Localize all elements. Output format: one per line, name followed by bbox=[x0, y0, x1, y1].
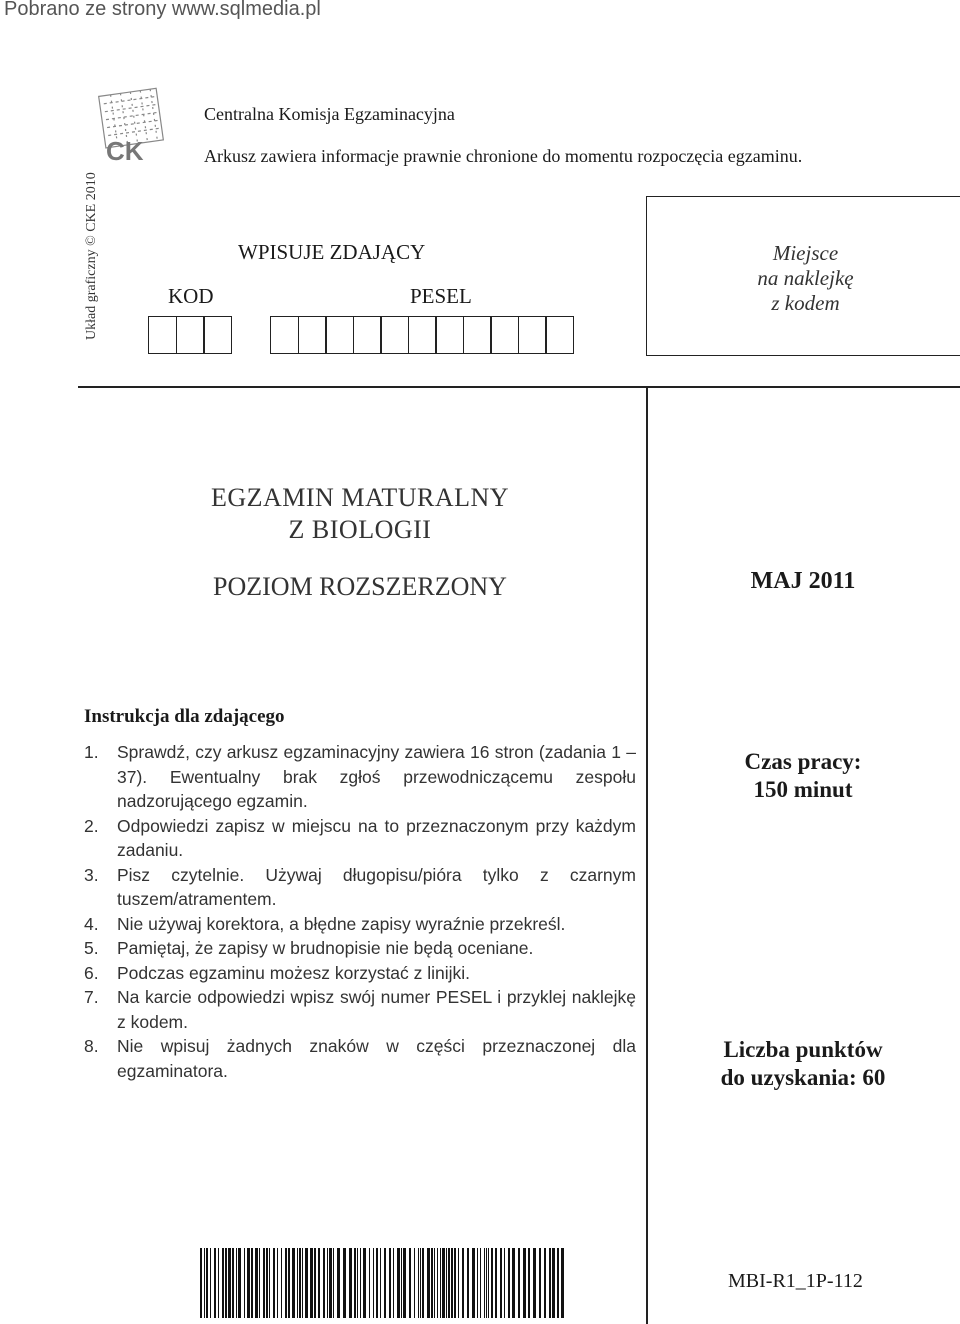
barcode-bar bbox=[238, 1248, 241, 1318]
barcode-bar bbox=[247, 1248, 250, 1318]
sticker-text bbox=[647, 241, 960, 316]
barcode-bar bbox=[518, 1248, 520, 1318]
barcode-bar bbox=[288, 1248, 290, 1318]
exam-title bbox=[190, 482, 530, 546]
barcode-bar bbox=[523, 1248, 526, 1318]
barcode-bar bbox=[420, 1248, 421, 1318]
instruction-item: 3. Pisz czytelnie. Używaj długopisu/pióra tylko z czarnym tuszem/atramentem. bbox=[84, 864, 636, 909]
cke-logo bbox=[96, 86, 168, 166]
barcode-bar bbox=[232, 1248, 234, 1318]
barcode-bar bbox=[454, 1248, 456, 1318]
barcode-bar bbox=[403, 1248, 406, 1318]
barcode-bar bbox=[422, 1248, 424, 1318]
barcode-bar bbox=[446, 1248, 447, 1318]
barcode-bar bbox=[539, 1248, 541, 1318]
barcode-bar bbox=[277, 1248, 278, 1318]
barcode-bar bbox=[472, 1248, 475, 1318]
barcode-bar bbox=[360, 1248, 361, 1318]
pesel-box[interactable] bbox=[325, 316, 354, 354]
sticker-line-3: z kodem bbox=[771, 291, 840, 315]
barcode-bar bbox=[200, 1248, 202, 1318]
sticker-line-2: na naklejkę bbox=[757, 266, 854, 290]
barcode-bar bbox=[236, 1248, 237, 1318]
pesel-box[interactable] bbox=[408, 316, 437, 354]
barcode-bar bbox=[244, 1248, 245, 1318]
barcode-bar bbox=[292, 1248, 295, 1318]
barcode-bar bbox=[384, 1248, 386, 1318]
barcode-bar bbox=[393, 1248, 394, 1318]
barcode-bar bbox=[557, 1248, 559, 1318]
barcode-bar bbox=[549, 1248, 551, 1318]
barcode-bar bbox=[269, 1248, 270, 1318]
kod-box[interactable] bbox=[176, 316, 205, 354]
kod-boxes[interactable] bbox=[148, 316, 231, 354]
barcode-bar bbox=[228, 1248, 231, 1318]
instruction-item: 6. Podczas egzaminu możesz korzystać z linijki. bbox=[84, 962, 471, 983]
barcode-bar bbox=[427, 1248, 430, 1318]
max-points bbox=[646, 1036, 960, 1092]
source-url: Pobrano ze strony www.sqlmedia.pl bbox=[4, 0, 321, 20]
pesel-box[interactable] bbox=[380, 316, 409, 354]
barcode-bar bbox=[508, 1248, 510, 1318]
barcode bbox=[200, 1248, 568, 1318]
barcode-bar bbox=[442, 1248, 445, 1318]
pesel-boxes[interactable] bbox=[270, 316, 573, 354]
barcode-bar bbox=[440, 1248, 441, 1318]
barcode-bar bbox=[323, 1248, 325, 1318]
barcode-bar bbox=[305, 1248, 308, 1318]
exam-session: MAJ 2011 bbox=[750, 568, 856, 594]
barcode-bar bbox=[354, 1248, 356, 1318]
barcode-bar bbox=[409, 1248, 411, 1318]
working-time-value: 150 minut bbox=[753, 777, 853, 802]
instructions-list bbox=[84, 740, 636, 1083]
instruction-item: 8. Nie wpisuj żadnych znaków w części przeznaczonej dla egzaminatora. bbox=[84, 1036, 636, 1081]
horizontal-divider bbox=[78, 386, 960, 388]
barcode-bar bbox=[263, 1248, 265, 1318]
barcode-bar bbox=[349, 1248, 352, 1318]
barcode-bar bbox=[401, 1248, 402, 1318]
exam-title-line-1: EGZAMIN MATURALNY bbox=[210, 483, 510, 512]
working-time bbox=[646, 748, 960, 804]
barcode-bar bbox=[484, 1248, 485, 1318]
barcode-bar bbox=[273, 1248, 275, 1318]
barcode-bar bbox=[431, 1248, 433, 1318]
barcode-bar bbox=[218, 1248, 219, 1318]
instructions-heading: Instrukcja dla zdającego bbox=[84, 706, 285, 727]
exam-title-line-2: Z BIOLOGII bbox=[288, 515, 432, 544]
barcode-bar bbox=[357, 1248, 358, 1318]
barcode-bar bbox=[285, 1248, 287, 1318]
barcode-bar bbox=[451, 1248, 453, 1318]
barcode-bar bbox=[486, 1248, 487, 1318]
vertical-divider bbox=[646, 386, 648, 1324]
max-points-label: Liczba punktów bbox=[723, 1037, 883, 1062]
barcode-bar bbox=[299, 1248, 301, 1318]
organization-name: Centralna Komisja Egzaminacyjna bbox=[204, 104, 455, 124]
barcode-bar bbox=[495, 1248, 497, 1318]
pesel-box[interactable] bbox=[518, 316, 547, 354]
barcode-bar bbox=[414, 1248, 415, 1318]
barcode-bar bbox=[204, 1248, 205, 1318]
barcode-bar bbox=[314, 1248, 316, 1318]
svg-text:CK: CK bbox=[106, 136, 144, 166]
barcode-bar bbox=[552, 1248, 555, 1318]
barcode-bar bbox=[266, 1248, 268, 1318]
pesel-box[interactable] bbox=[353, 316, 382, 354]
barcode-bar bbox=[491, 1248, 493, 1318]
barcode-bar bbox=[434, 1248, 435, 1318]
barcode-bar bbox=[504, 1248, 505, 1318]
barcode-bar bbox=[310, 1248, 313, 1318]
pesel-box[interactable] bbox=[435, 316, 464, 354]
barcode-bar bbox=[462, 1248, 464, 1318]
barcode-bar bbox=[437, 1248, 438, 1318]
instruction-item: 7. Na karcie odpowiedzi wpisz swój numer PESEL i przyklej naklejkę z kodem. bbox=[84, 987, 636, 1032]
barcode-bar bbox=[255, 1248, 258, 1318]
barcode-bar bbox=[225, 1248, 227, 1318]
instruction-item: 5. Pamiętaj, że zapisy w brudnopisie nie będą oceniane. bbox=[84, 938, 534, 958]
barcode-bar bbox=[302, 1248, 303, 1318]
barcode-bar bbox=[376, 1248, 378, 1318]
barcode-bar bbox=[480, 1248, 481, 1318]
barcode-bar bbox=[343, 1248, 346, 1318]
barcode-bar bbox=[467, 1248, 469, 1318]
working-time-label: Czas pracy: bbox=[744, 749, 862, 774]
barcode-bar bbox=[206, 1248, 208, 1318]
barcode-bar bbox=[500, 1248, 502, 1318]
barcode-bar bbox=[333, 1248, 334, 1318]
exam-level: POZIOM ROZSZERZONY bbox=[213, 572, 507, 601]
barcode-bar bbox=[533, 1248, 536, 1318]
sticker-place bbox=[646, 196, 960, 356]
pesel-box[interactable] bbox=[270, 316, 299, 354]
barcode-bar bbox=[544, 1248, 546, 1318]
barcode-bar bbox=[318, 1248, 320, 1318]
confidentiality-note: Arkusz zawiera informacje prawnie chronione do momentu rozpoczęcia egzaminu. bbox=[204, 146, 803, 166]
barcode-bar bbox=[210, 1248, 211, 1318]
instruction-item: 1. Sprawdź, czy arkusz egzaminacyjny zawiera 16 stron (zadania 1 – 37). Ewentualny brak zgłoś przewodniczącemu zespołu nadzorującego egzamin. bbox=[84, 742, 636, 811]
barcode-bar bbox=[337, 1248, 340, 1318]
barcode-bar bbox=[561, 1248, 564, 1318]
barcode-bar bbox=[488, 1248, 489, 1318]
pesel-box[interactable] bbox=[298, 316, 327, 354]
barcode-bar bbox=[418, 1248, 419, 1318]
pesel-box[interactable] bbox=[545, 316, 574, 354]
barcode-bar bbox=[397, 1248, 400, 1318]
pesel-box[interactable] bbox=[490, 316, 519, 354]
identification-title: WPISUJE ZDAJĄCY bbox=[238, 240, 426, 264]
barcode-bar bbox=[222, 1248, 224, 1318]
barcode-bar bbox=[297, 1248, 298, 1318]
barcode-bar bbox=[214, 1248, 216, 1318]
barcode-bar bbox=[512, 1248, 515, 1318]
kod-box[interactable] bbox=[203, 316, 232, 354]
barcode-bar bbox=[259, 1248, 260, 1318]
max-points-value: do uzyskania: 60 bbox=[720, 1065, 886, 1090]
instruction-item: 2. Odpowiedzi zapisz w miejscu na to przeznaczonym przy każdym zadaniu. bbox=[84, 815, 636, 860]
barcode-bar bbox=[369, 1248, 370, 1318]
kod-label: KOD bbox=[168, 284, 214, 308]
barcode-bar bbox=[389, 1248, 391, 1318]
barcode-bar bbox=[458, 1248, 459, 1318]
barcode-bar bbox=[251, 1248, 253, 1318]
barcode-bar bbox=[477, 1248, 478, 1318]
barcode-bar bbox=[373, 1248, 374, 1318]
barcode-bar bbox=[329, 1248, 332, 1318]
kod-box[interactable] bbox=[148, 316, 177, 354]
sticker-line-1: Miejsce bbox=[772, 241, 839, 265]
barcode-bar bbox=[281, 1248, 282, 1318]
copyright-vertical: Układ graficzny © CKE 2010 bbox=[84, 172, 99, 340]
pesel-box[interactable] bbox=[463, 316, 492, 354]
barcode-bar bbox=[327, 1248, 328, 1318]
barcode-bar bbox=[363, 1248, 366, 1318]
barcode-bar bbox=[448, 1248, 450, 1318]
instruction-item: 4. Nie używaj korektora, a błędne zapisy wyraźnie przekreśl. bbox=[84, 913, 566, 934]
sheet-code: MBI-R1_1P-112 bbox=[728, 1270, 863, 1292]
barcode-bar bbox=[528, 1248, 530, 1318]
barcode-bar bbox=[380, 1248, 381, 1318]
pesel-label: PESEL bbox=[410, 284, 472, 308]
